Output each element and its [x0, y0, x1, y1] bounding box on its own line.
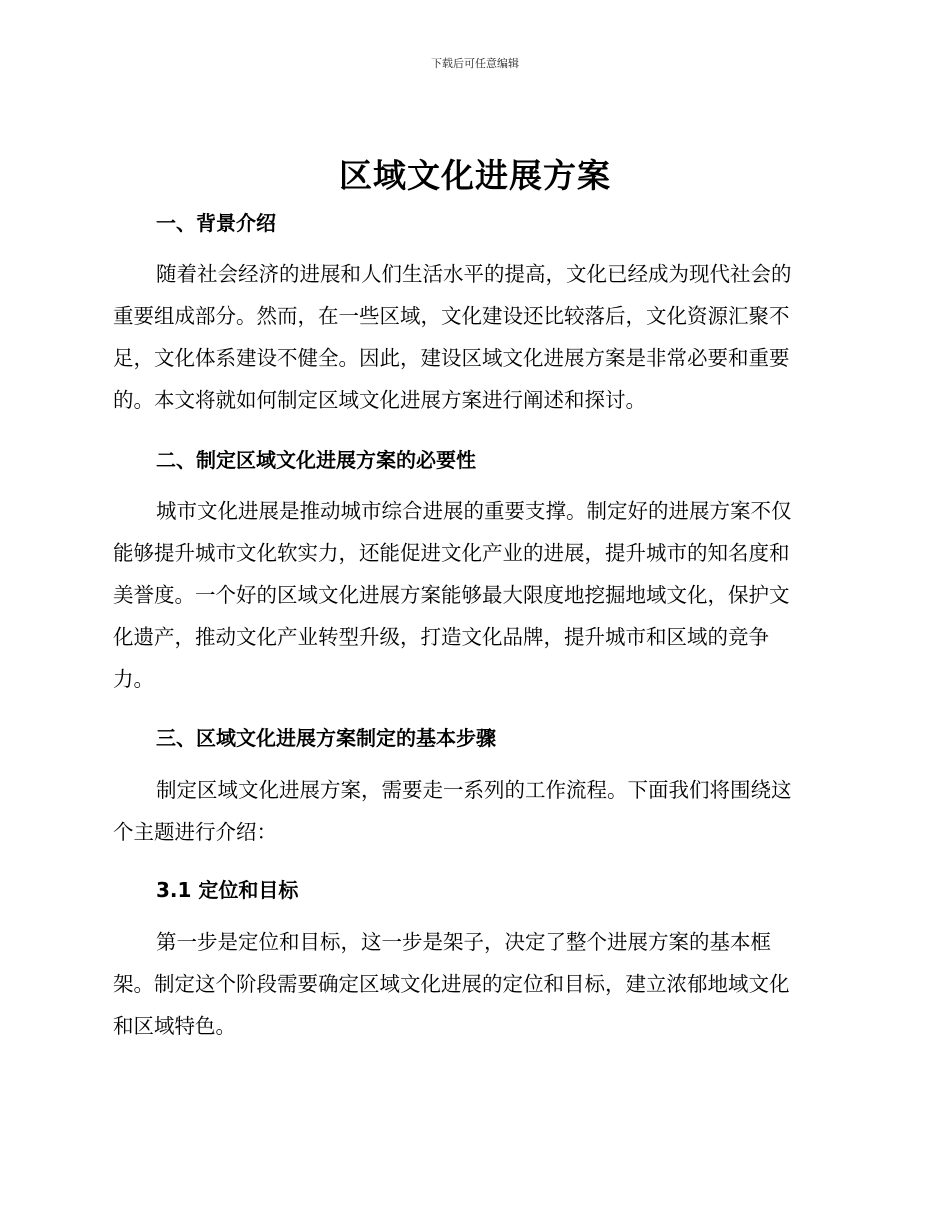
paragraph-line: 第一步是定位和目标，这一步是架子，决定了整个进展方案的基本框 [156, 930, 771, 954]
paragraph-line: 的。本文将就如何制定区域文化进展方案进行阐述和探讨。 [113, 388, 646, 412]
paragraph-line: 个主题进行介绍： [113, 820, 277, 844]
paragraph-line: 重要组成部分。然而，在一些区域，文化建设还比较落后，文化资源汇聚不 [113, 304, 790, 328]
page-header-note: 下载后可任意编辑 [431, 57, 519, 70]
paragraph-line: 足，文化体系建设不健全。因此，建设区域文化进展方案是非常必要和重要 [113, 346, 790, 370]
paragraph-line: 化遗产，推动文化产业转型升级，打造文化品牌，提升城市和区域的竞争 [113, 625, 769, 649]
section-heading-background: 一、背景介绍 [156, 211, 276, 235]
document-title: 区域文化进展方案 [339, 156, 611, 195]
subsection-paragraph-positioning [113, 921, 833, 1047]
paragraph-line: 和区域特色。 [113, 1014, 236, 1038]
paragraph-line: 城市文化进展是推动城市综合进展的重要支撑。制定好的进展方案不仅 [156, 499, 792, 523]
paragraph-line: 随着社会经济的进展和人们生活水平的提高，文化已经成为现代社会的 [156, 262, 792, 286]
paragraph-line: 制定区域文化进展方案，需要走一系列的工作流程。下面我们将围绕这 [156, 778, 792, 802]
section-heading-basic-steps: 三、区域文化进展方案制定的基本步骤 [156, 726, 496, 750]
paragraph-line: 力。 [113, 667, 154, 691]
section-paragraph-background [113, 253, 833, 421]
section-paragraph-necessity [113, 490, 833, 700]
paragraph-line: 架。制定这个阶段需要确定区域文化进展的定位和目标，建立浓郁地域文化 [113, 972, 790, 996]
subsection-heading-positioning: 3.1 定位和目标 [156, 878, 299, 902]
paragraph-line: 能够提升城市文化软实力，还能促进文化产业的进展，提升城市的知名度和 [113, 541, 790, 565]
paragraph-line: 美誉度。一个好的区域文化进展方案能够最大限度地挖掘地域文化，保护文 [113, 583, 790, 607]
section-paragraph-basic-steps [113, 769, 833, 853]
section-heading-necessity: 二、制定区域文化进展方案的必要性 [156, 448, 476, 472]
